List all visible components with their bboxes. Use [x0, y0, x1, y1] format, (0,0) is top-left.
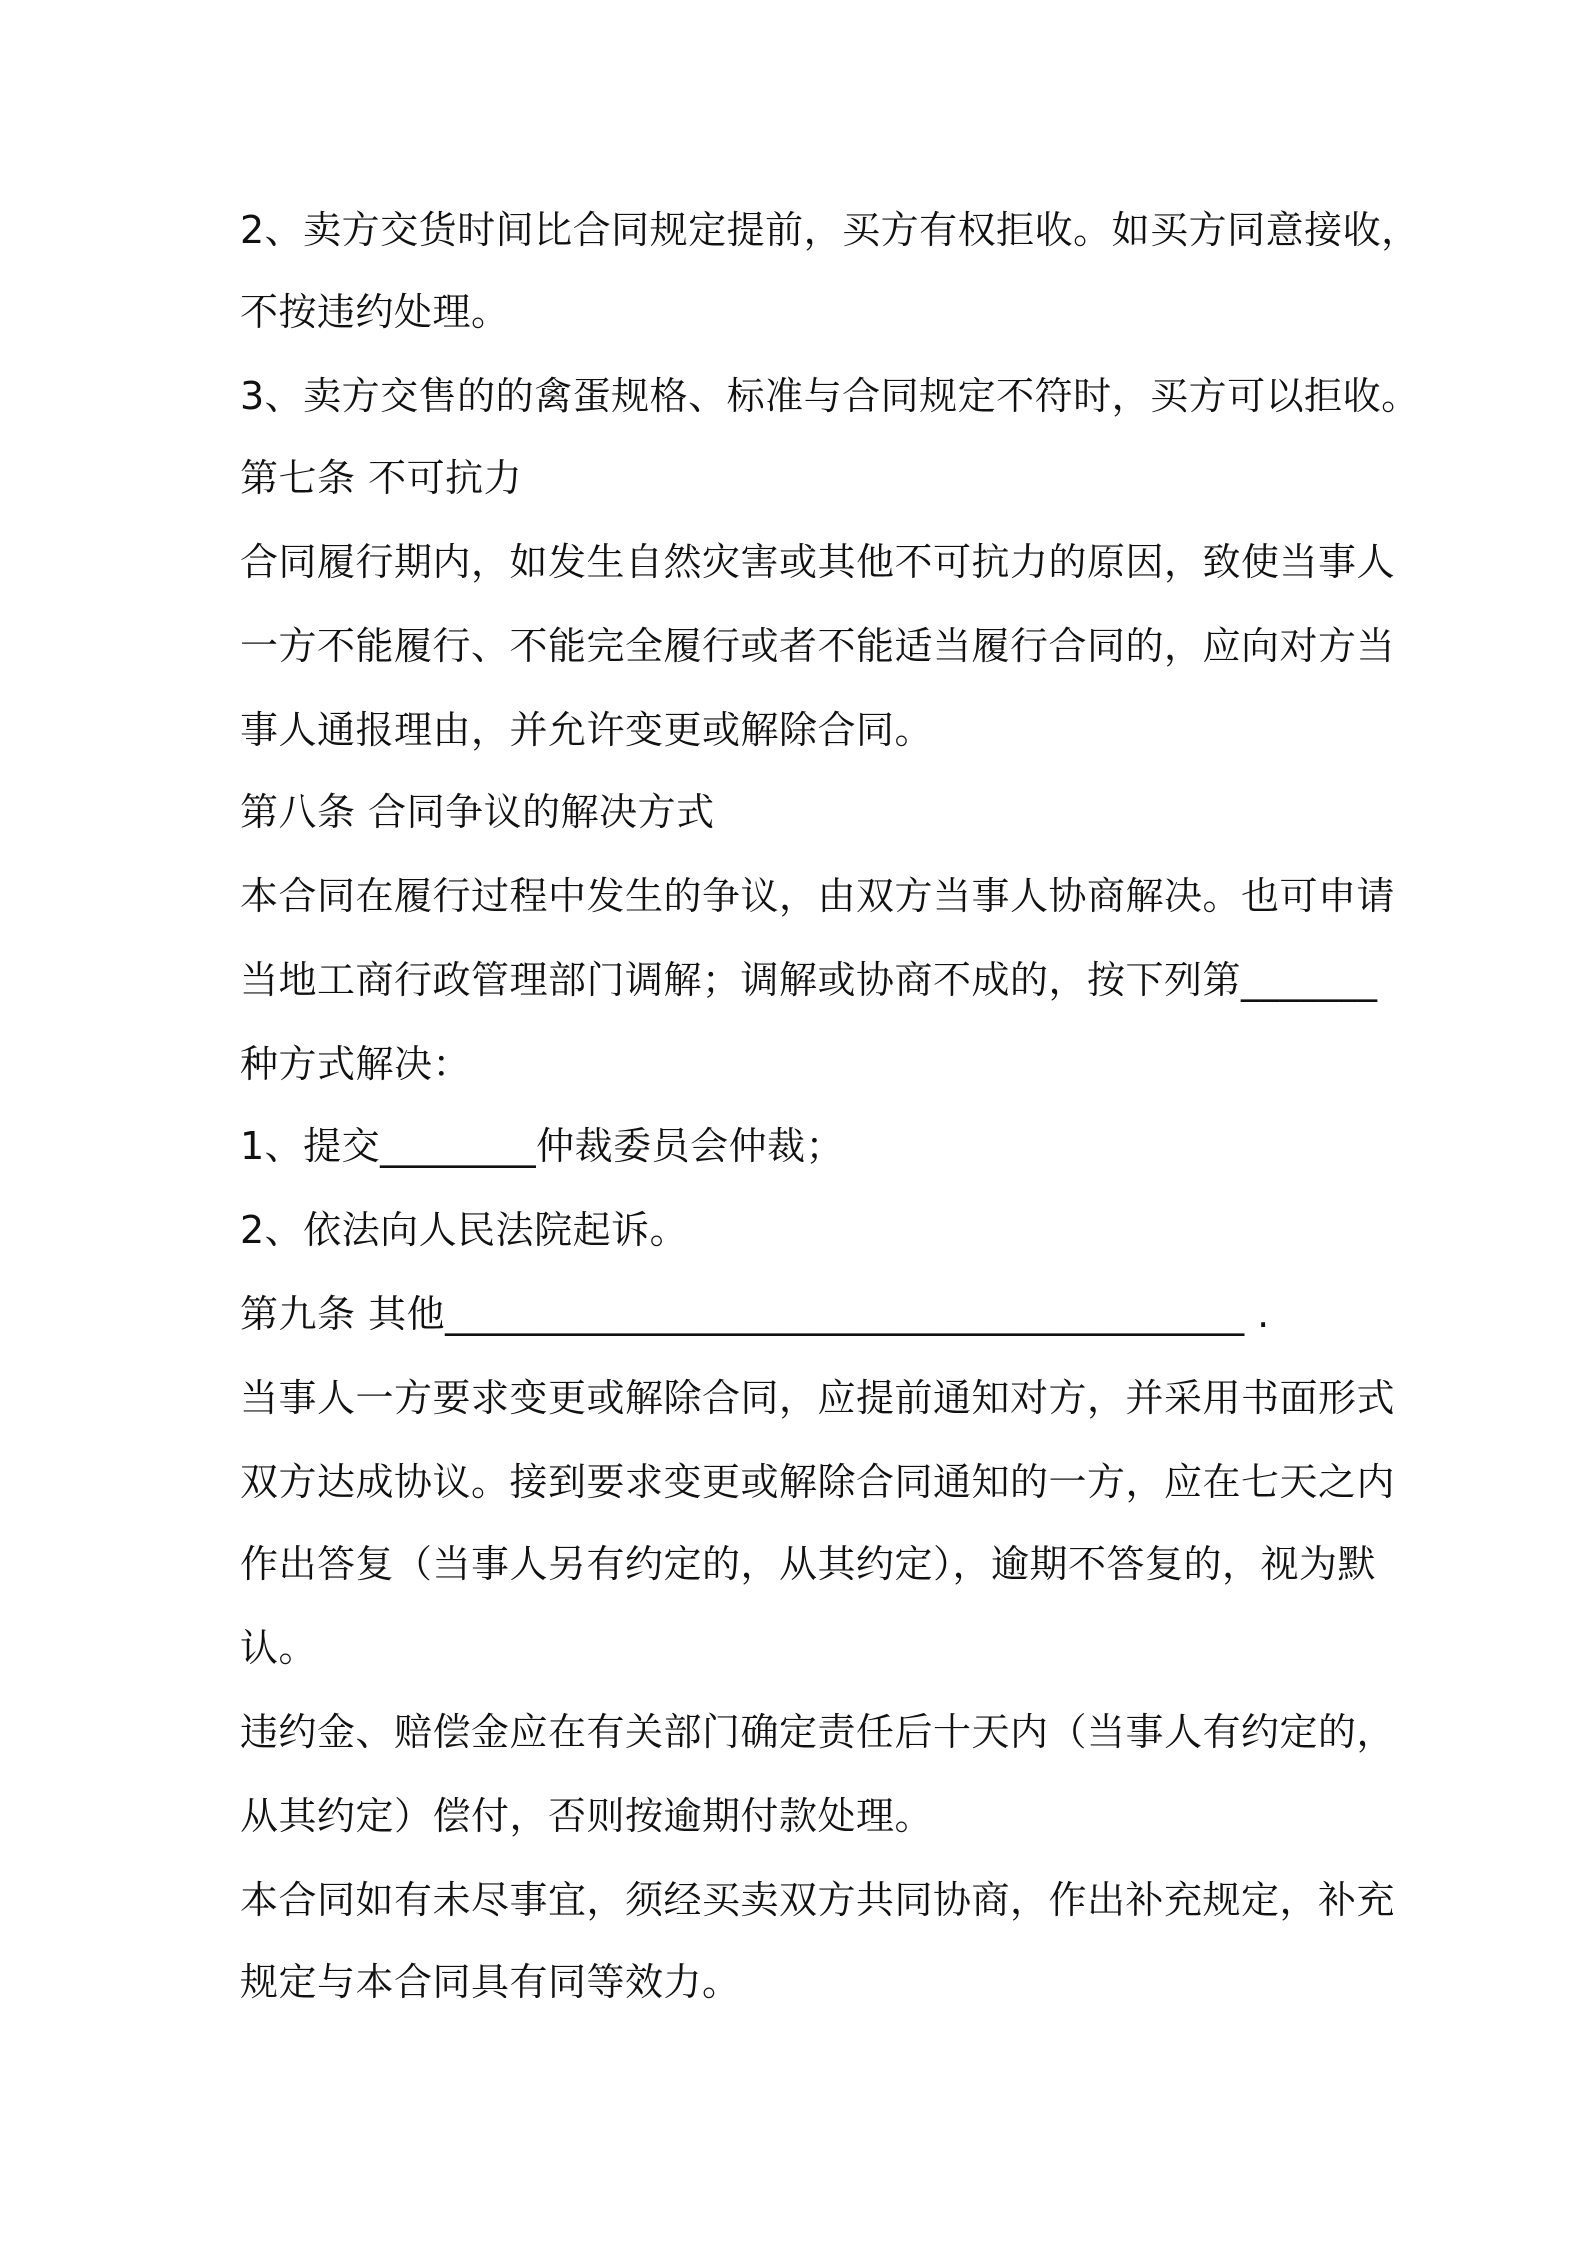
list-item: 1、提交________仲裁委员会仲裁； — [240, 1124, 845, 1168]
text-line: 从其约定）偿付，否则按逾期付款处理。 — [240, 1794, 934, 1838]
text-line: 违约金、赔偿金应在有关部门确定责任后十天内（当事人有约定的， — [240, 1710, 1396, 1754]
text-line: 规定与本合同具有同等效力。 — [240, 1960, 741, 2004]
text-line: 作出答复（当事人另有约定的，从其约定），逾期不答复的，视为默 — [240, 1542, 1377, 1586]
section-heading: 第九条 其他_________________________________________ . — [240, 1292, 1270, 1336]
text-line: 双方达成协议。接到要求变更或解除合同通知的一方，应在七天之内 — [240, 1460, 1396, 1504]
list-item: 2、依法向人民法院起诉。 — [240, 1208, 689, 1252]
text-line: 一方不能履行、不能完全履行或者不能适当履行合同的，应向对方当 — [240, 624, 1396, 668]
text-line: 种方式解决： — [240, 1042, 472, 1086]
text-line: 事人通报理由，并允许变更或解除合同。 — [240, 708, 934, 752]
text-line: 本合同如有未尽事宜，须经买卖双方共同协商，作出补充规定，补充 — [240, 1878, 1396, 1922]
text-line: 认。 — [240, 1626, 318, 1670]
text-line: 当事人一方要求变更或解除合同，应提前通知对方，并采用书面形式 — [240, 1376, 1396, 1420]
section-heading: 第七条 不可抗力 — [240, 456, 523, 500]
text-line: 3、卖方交售的的禽蛋规格、标准与合同规定不符时，买方可以拒收。 — [240, 374, 1420, 418]
text-line: 当地工商行政管理部门调解；调解或协商不成的，按下列第_______ — [240, 958, 1378, 1002]
section-heading: 第八条 合同争议的解决方式 — [240, 790, 715, 834]
text-line: 本合同在履行过程中发生的争议，由双方当事人协商解决。也可申请 — [240, 874, 1396, 918]
text-line: 不按违约处理。 — [240, 290, 510, 334]
text-line: 2、卖方交货时间比合同规定提前，买方有权拒收。如买方同意接收， — [240, 208, 1420, 252]
text-line: 合同履行期内，如发生自然灾害或其他不可抗力的原因，致使当事人 — [240, 540, 1396, 584]
